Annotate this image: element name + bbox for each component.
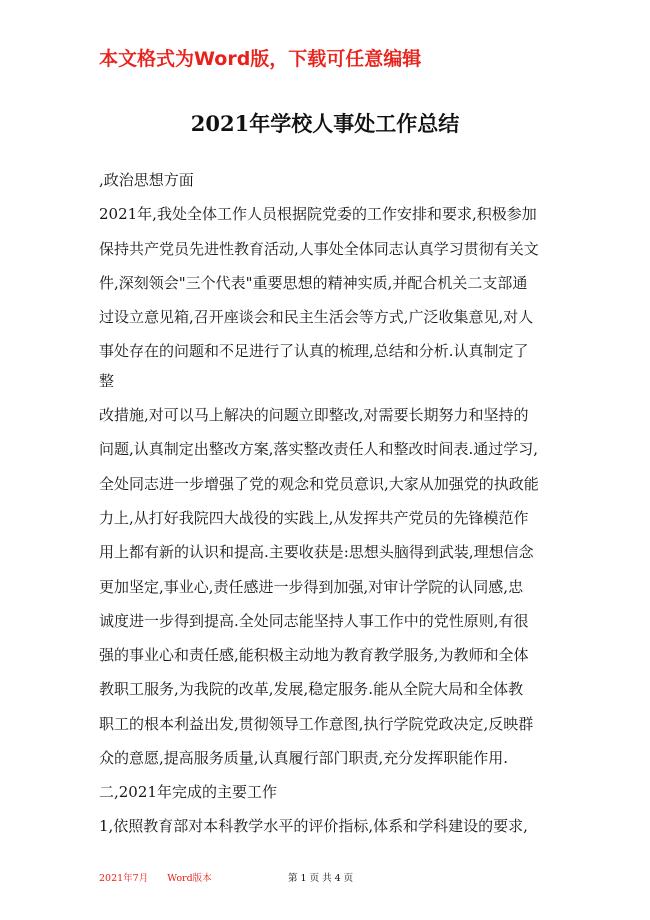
body-line: 诚度进一步得到提高.全处同志能坚持人事工作中的党性原则,有很 xyxy=(99,612,529,630)
footer-page-number: 第 1 页 共 4 页 xyxy=(288,873,354,884)
body-line: ,政治思想方面 xyxy=(99,171,194,189)
body-line: 众的意愿,提高服务质量,认真履行部门职责,充分发挥职能作用. xyxy=(99,749,509,767)
body-line: 更加坚定,事业心,责任感进一步得到加强,对审计学院的认同感,忠 xyxy=(99,578,524,596)
body-line: 过设立意见箱,召开座谈会和民主生活会等方式,广泛收集意见,对人 xyxy=(99,308,534,326)
footer-date-version: 2021年7月 Word版本 xyxy=(99,873,212,884)
body-line: 1,依照教育部对本科教学水平的评价指标,体系和学科建设的要求, xyxy=(99,817,528,835)
body-line: 全处同志进一步增强了党的观念和党员意识,大家从加强党的执政能 xyxy=(99,475,539,493)
body-line: 整 xyxy=(99,372,115,390)
body-line: 事处存在的问题和不足进行了认真的梳理,总结和分析.认真制定了 xyxy=(99,342,529,360)
body-line: 件,深刻领会"三个代表"重要思想的精神实质,并配合机关二支部通 xyxy=(99,274,528,292)
body-line: 问题,认真制定出整改方案,落实整改责任人和整改时间表.通过学习, xyxy=(99,440,539,458)
body-line: 强的事业心和责任感,能积极主动地为教育教学服务,为教师和全体 xyxy=(99,646,529,664)
document-title: 2021年学校人事处工作总结 xyxy=(190,111,460,136)
section-heading: 二,2021年完成的主要工作 xyxy=(99,783,277,801)
body-line: 职工的根本利益出发,贯彻领导工作意图,执行学院党政决定,反映群 xyxy=(99,715,534,733)
body-line: 2021年,我处全体工作人员根据院党委的工作安排和要求,积极参加 xyxy=(99,205,537,223)
body-line: 力上,从打好我院四大战役的实践上,从发挥共产党员的先锋模范作 xyxy=(99,509,529,527)
body-line: 保持共产党员先进性教育活动,人事处全体同志认真学习贯彻有关文 xyxy=(99,240,539,258)
body-line: 教职工服务,为我院的改革,发展,稳定服务.能从全院大局和全体教 xyxy=(99,680,524,698)
body-line: 改措施,对可以马上解决的问题立即整改,对需要长期努力和坚持的 xyxy=(99,406,529,424)
word-format-banner: 本文格式为Word版，下载可任意编辑 xyxy=(99,48,422,70)
body-line: 用上都有新的认识和提高.主要收获是:思想头脑得到武装,理想信念 xyxy=(99,543,534,561)
